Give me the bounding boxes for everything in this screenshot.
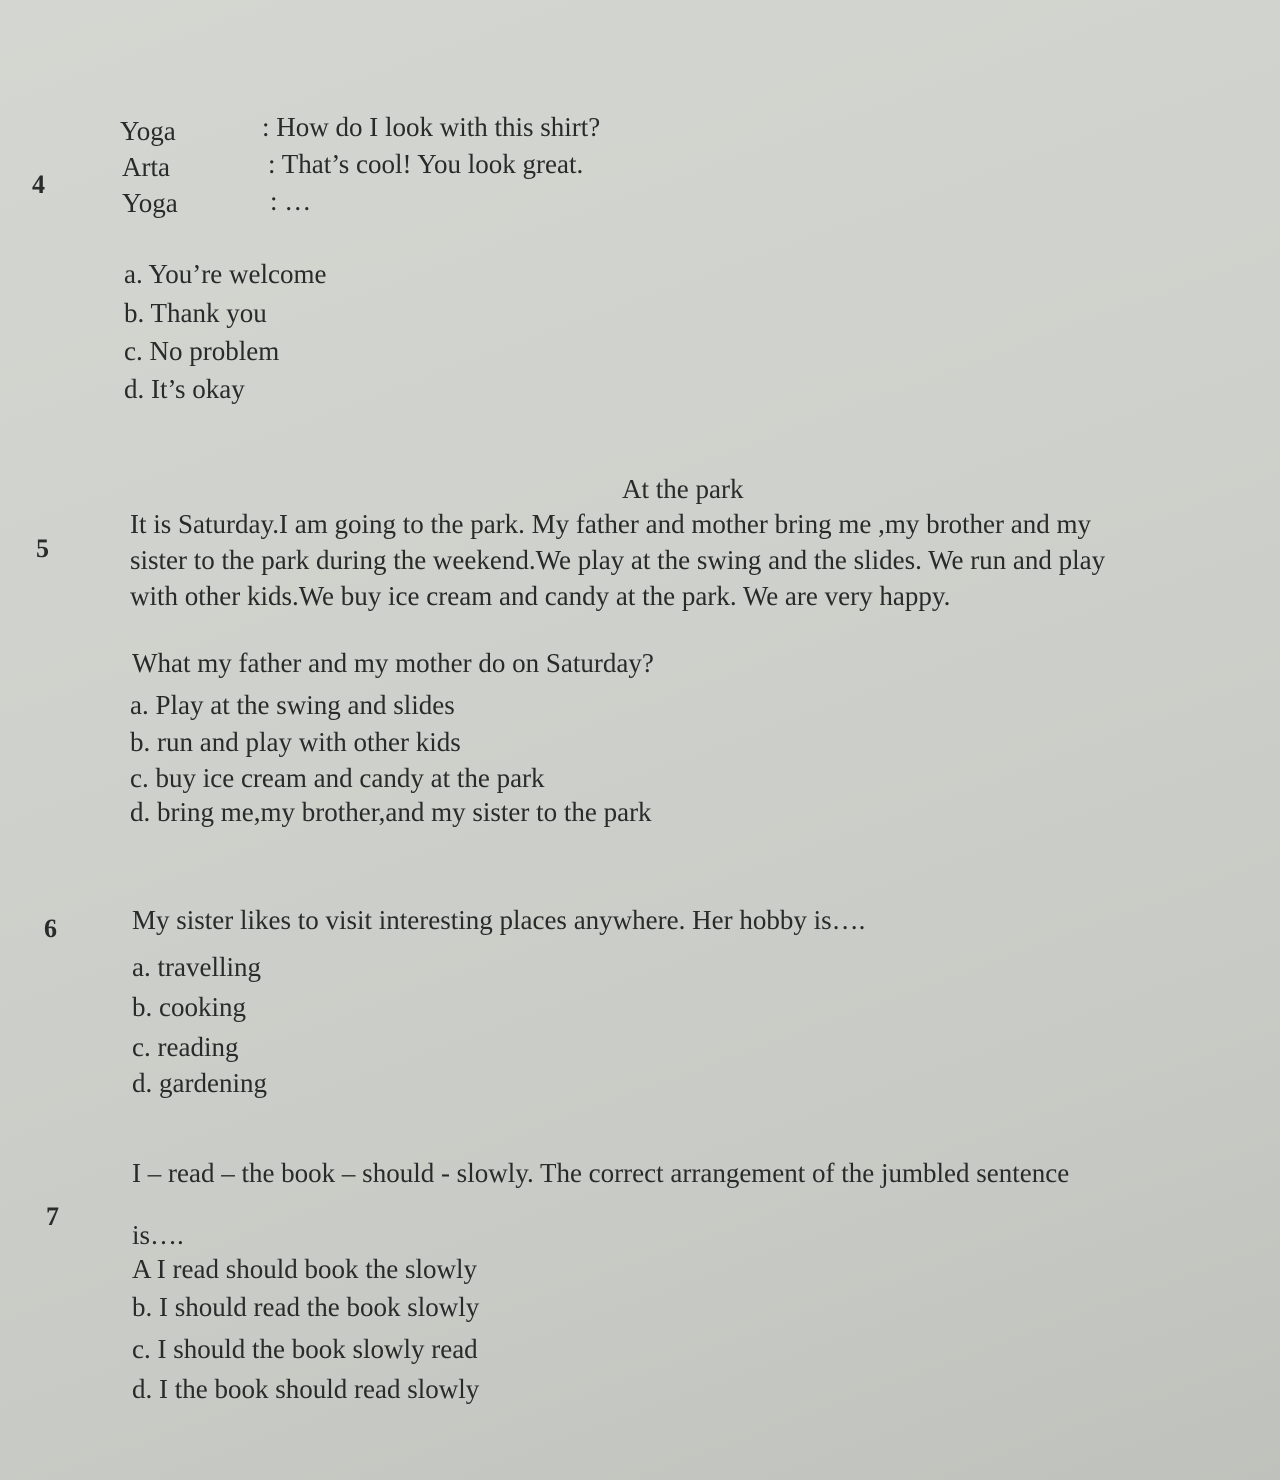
answer-option: d. I the book should read slowly (132, 1374, 480, 1404)
question-text: is…. (132, 1220, 184, 1250)
question-6-number: 6 (44, 914, 57, 943)
dialogue-line: : How do I look with this shirt? (262, 112, 601, 142)
answer-option: a. Play at the swing and slides (130, 690, 455, 720)
answer-option: d. bring me,my brother,and my sister to the park (130, 797, 652, 827)
question-text: My sister likes to visit interesting places anywhere. Her hobby is…. (132, 905, 866, 935)
answer-option: b. I should read the book slowly (132, 1292, 480, 1322)
answer-option: b. run and play with other kids (130, 727, 461, 757)
answer-option: d. It’s okay (124, 374, 245, 404)
dialogue-line: : … (270, 186, 312, 216)
answer-option: c. I should the book slowly read (132, 1334, 478, 1364)
question-7-number: 7 (46, 1202, 59, 1231)
passage-line: sister to the park during the weekend.We play at the swing and the slides. We run and play (130, 545, 1106, 575)
answer-option: d. gardening (132, 1068, 267, 1098)
question-text: I – read – the book – should - slowly. The correct arrangement of the jumbled sentence (132, 1158, 1070, 1188)
passage-title: At the park (622, 474, 744, 504)
answer-option: c. reading (132, 1032, 239, 1062)
answer-option: b. Thank you (124, 298, 267, 328)
dialogue-speaker: Arta (122, 152, 170, 182)
answer-option: b. cooking (132, 992, 246, 1022)
passage-line: It is Saturday.I am going to the park. My father and mother bring me ,my brother and my (130, 509, 1092, 539)
answer-option: a. You’re welcome (124, 259, 327, 289)
answer-option: c. No problem (124, 336, 280, 366)
question-5-number: 5 (36, 534, 49, 563)
dialogue-line: : That’s cool! You look great. (268, 149, 584, 179)
dialogue-speaker: Yoga (122, 188, 178, 218)
dialogue-speaker: Yoga (120, 116, 176, 146)
question-4-number: 4 (32, 170, 45, 199)
question-text: What my father and my mother do on Saturday? (132, 648, 654, 678)
answer-option: c. buy ice cream and candy at the park (130, 763, 545, 793)
answer-option: a. travelling (132, 952, 261, 982)
answer-option: A I read should book the slowly (132, 1254, 477, 1284)
passage-line: with other kids.We buy ice cream and candy at the park. We are very happy. (130, 581, 951, 611)
